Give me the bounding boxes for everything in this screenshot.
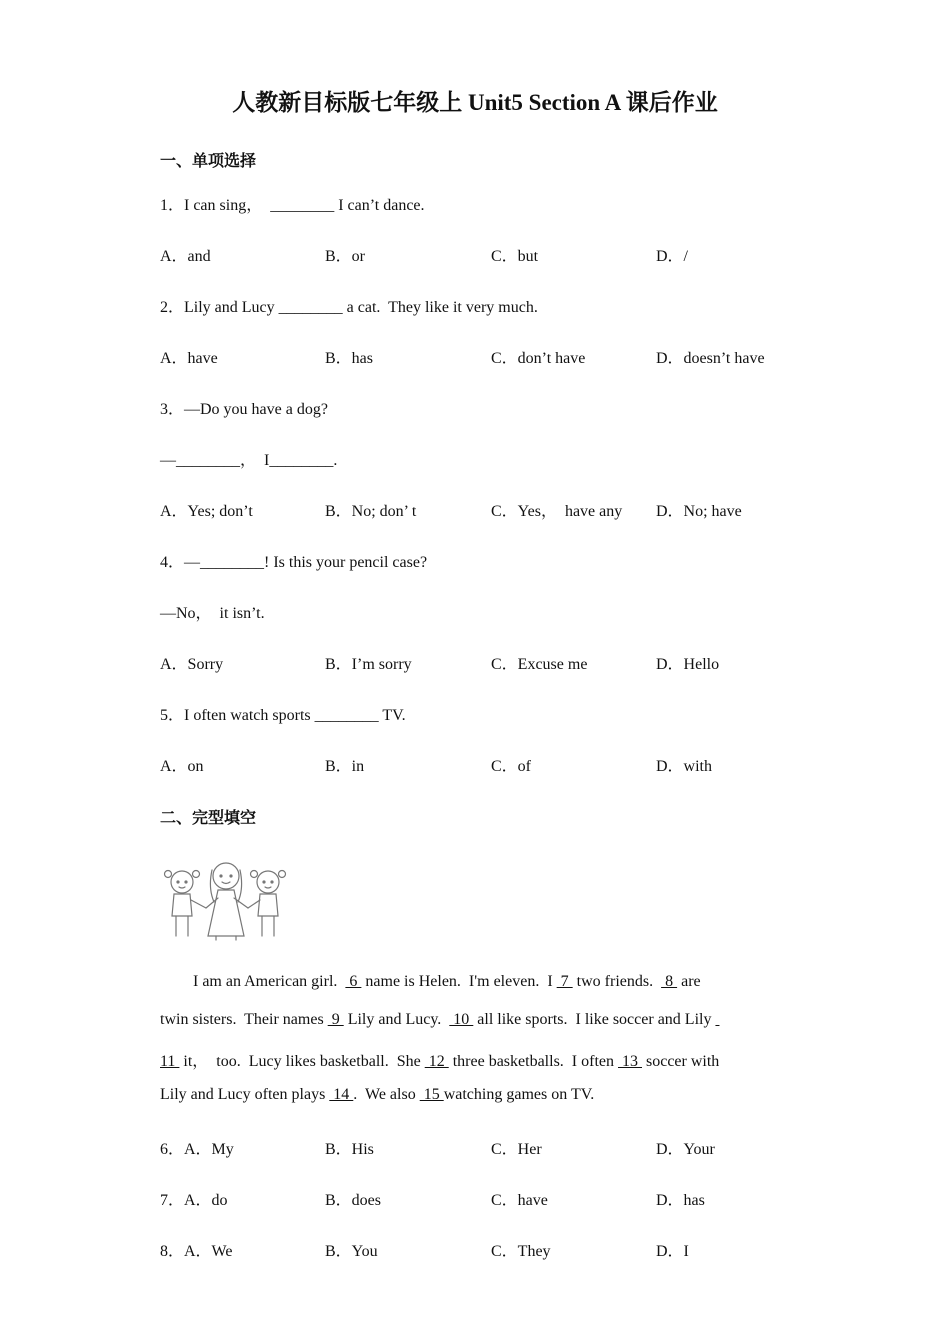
question-1-stem: 1．I can sing， ________ I can’t dance. xyxy=(160,197,425,214)
cloze-8-option-b[interactable]: B．You xyxy=(325,1243,378,1260)
question-1-option-a[interactable]: A．and xyxy=(160,248,211,265)
question-2-option-c[interactable]: C．don’t have xyxy=(491,350,586,367)
question-5-option-a[interactable]: A．on xyxy=(160,758,204,775)
question-3-option-d[interactable]: D．No; have xyxy=(656,503,742,520)
blank-9[interactable]: 9 xyxy=(327,1011,344,1028)
passage-line-2: twin sisters. Their names 9 Lily and Lucy. 10 all like sports. I like soccer and Lily xyxy=(160,1011,792,1029)
question-2-stem: 2．Lily and Lucy ________ a cat. They like it very much. xyxy=(160,299,538,316)
question-4-stem-reply: —No， it isn’t. xyxy=(160,605,265,622)
question-5-option-c[interactable]: C．of xyxy=(491,758,532,775)
section-heading-cloze: 二、完型填空 xyxy=(160,808,257,827)
question-3-option-c[interactable]: C．Yes， have any xyxy=(491,503,623,520)
cloze-8-option-c[interactable]: C．They xyxy=(491,1243,551,1260)
blank-6[interactable]: 6 xyxy=(345,973,362,990)
question-5-option-d[interactable]: D．with xyxy=(656,758,713,775)
question-2-option-d[interactable]: D．doesn’t have xyxy=(656,350,765,367)
blank-15[interactable]: 15 xyxy=(419,1086,444,1103)
question-4-option-a[interactable]: A．Sorry xyxy=(160,656,224,673)
question-3-option-a[interactable]: A．Yes; don’t xyxy=(160,503,253,520)
cloze-7-option-d[interactable]: D．has xyxy=(656,1192,705,1209)
question-3-option-b[interactable]: B．No; don’ t xyxy=(325,503,417,520)
question-1-option-b[interactable]: B．or xyxy=(325,248,366,265)
cloze-7-option-a[interactable]: 7．A．do xyxy=(160,1192,228,1209)
page-title: 人教新目标版七年级上 Unit5 Section A 课后作业 xyxy=(232,90,718,115)
blank-11[interactable]: 11 xyxy=(160,1053,180,1070)
cloze-6-option-a[interactable]: 6．A．My xyxy=(160,1141,234,1158)
question-5-stem: 5．I often watch sports ________ TV. xyxy=(160,707,406,724)
question-4-option-c[interactable]: C．Excuse me xyxy=(491,656,588,673)
passage-line-1: I am an American girl. 6 name is Helen. I'm eleven. I 7 two friends. 8 are xyxy=(193,973,701,990)
question-4-stem: 4．—________! Is this your pencil case? xyxy=(160,554,428,571)
blank-7[interactable]: 7 xyxy=(556,973,573,990)
blank-14[interactable]: 14 xyxy=(329,1086,354,1103)
cloze-7-option-b[interactable]: B．does xyxy=(325,1192,382,1209)
question-1-option-d[interactable]: D．/ xyxy=(656,248,689,265)
question-2-option-b[interactable]: B．has xyxy=(325,350,374,367)
cloze-6-option-d[interactable]: D．Your xyxy=(656,1141,715,1158)
blank-12[interactable]: 12 xyxy=(424,1053,449,1070)
cloze-6-option-c[interactable]: C．Her xyxy=(491,1141,542,1158)
children-illustration xyxy=(160,856,292,942)
question-1-option-c[interactable]: C．but xyxy=(491,248,539,265)
cloze-6-option-b[interactable]: B．His xyxy=(325,1141,374,1158)
passage-line-3: 11 it， too. Lucy likes basketball. She 12 three basketballs. I often 13 soccer with xyxy=(160,1053,720,1070)
passage-line-4: Lily and Lucy often plays 14 . We also 15 watching games on TV. xyxy=(160,1086,595,1103)
blank-8[interactable]: 8 xyxy=(661,973,678,990)
question-4-option-b[interactable]: B．I’m sorry xyxy=(325,656,412,673)
blank-11-start[interactable] xyxy=(715,1011,719,1028)
question-4-option-d[interactable]: D．Hello xyxy=(656,656,720,673)
cloze-8-option-a[interactable]: 8．A．We xyxy=(160,1243,233,1260)
cloze-7-option-c[interactable]: C．have xyxy=(491,1192,548,1209)
question-2-option-a[interactable]: A．have xyxy=(160,350,218,367)
blank-13[interactable]: 13 xyxy=(618,1053,642,1070)
question-5-option-b[interactable]: B．in xyxy=(325,758,365,775)
question-3-stem: 3．—Do you have a dog? xyxy=(160,401,328,418)
section-heading-multiple-choice: 一、单项选择 xyxy=(160,151,257,170)
question-3-stem-reply: —________， I________. xyxy=(160,452,338,469)
blank-10[interactable]: 10 xyxy=(449,1011,474,1028)
cloze-8-option-d[interactable]: D．I xyxy=(656,1243,689,1260)
